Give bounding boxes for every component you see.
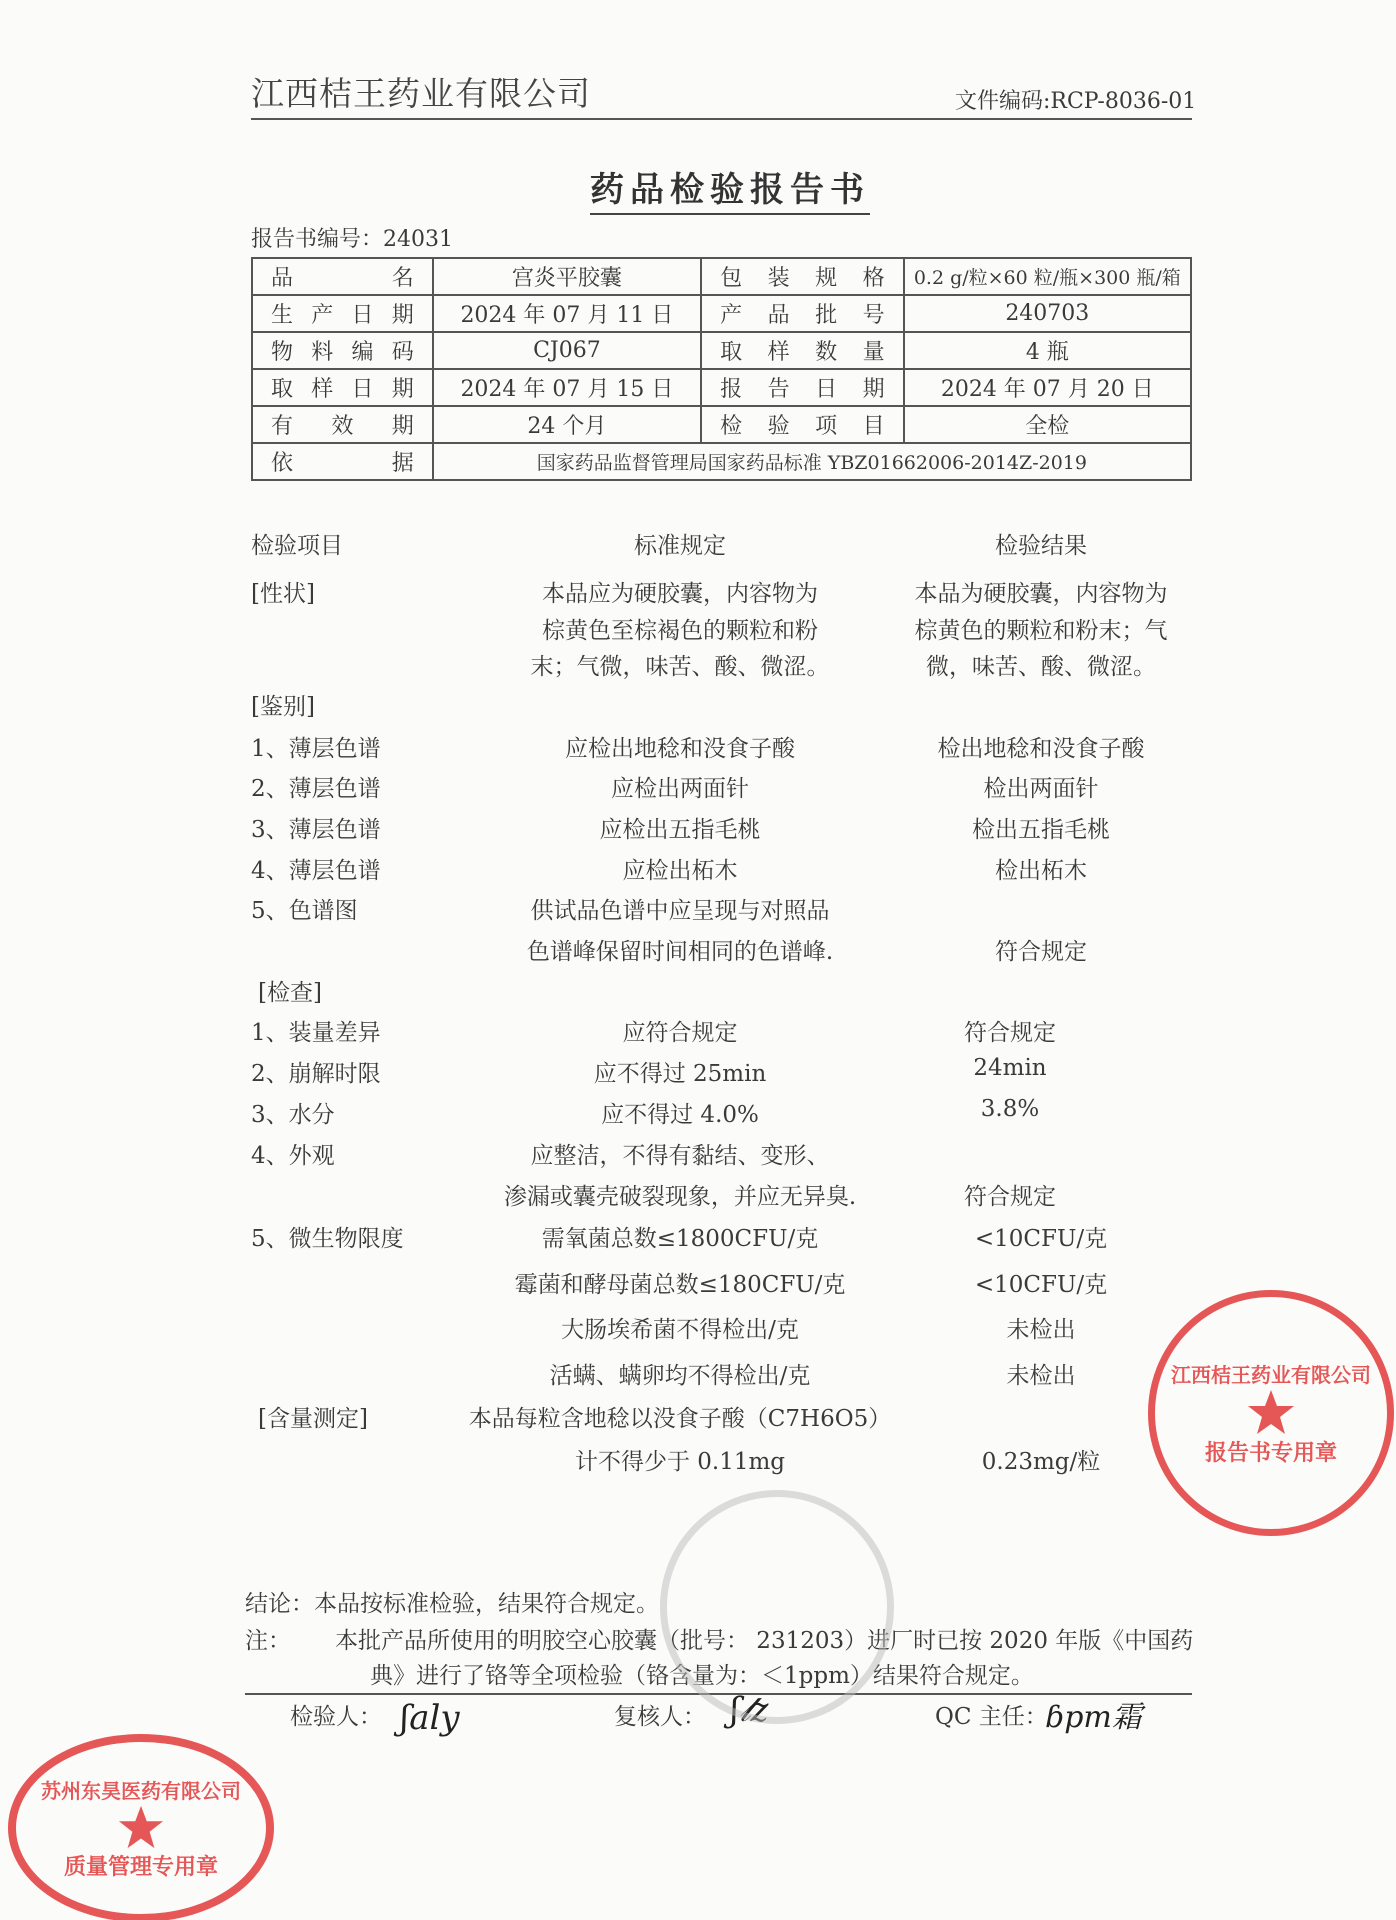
result-text: 未检出 <box>1006 1363 1076 1389</box>
test-item: 1、薄层色谱 <box>251 736 381 762</box>
standard-text: 本品每粒含地稔以没食子酸（C7H6O5） <box>468 1406 892 1432</box>
field-value: 宫炎平胶囊 <box>433 258 701 295</box>
standard-text: 应符合规定 <box>622 1020 738 1046</box>
field-label: 物料编码 <box>252 332 433 369</box>
star-icon <box>117 1804 165 1850</box>
standard-text: 本品应为硬胶囊，内容物为 <box>542 581 818 607</box>
table-row <box>252 369 1191 406</box>
faded-company-stamp <box>660 1490 894 1724</box>
result-text: 0.23mg/粒 <box>981 1449 1101 1475</box>
field-label: 有 效 期 <box>252 406 433 443</box>
column-header-standard: 标准规定 <box>634 533 726 559</box>
inspector-label: 检验人： <box>290 1704 382 1730</box>
test-item: 4、外观 <box>251 1143 335 1169</box>
field-value: 2024 年 07 月 11 日 <box>433 295 701 332</box>
field-label: 检验项目 <box>701 406 904 443</box>
result-text: 24min <box>973 1055 1047 1081</box>
table-row <box>252 258 1191 295</box>
standard-text: 需氧菌总数≤1800CFU/克 <box>541 1226 819 1252</box>
result-text: 检出地稔和没食子酸 <box>937 736 1145 762</box>
header-divider <box>251 118 1192 120</box>
test-item: [含量测定] <box>258 1406 368 1432</box>
standard-text: 末；气微，味苦、酸、微涩。 <box>530 654 830 680</box>
standard-text: 大肠埃希菌不得检出/克 <box>561 1317 799 1343</box>
test-item: [鉴别] <box>251 694 315 720</box>
customer-quality-stamp <box>8 1734 274 1920</box>
field-label: 生产日期 <box>252 295 433 332</box>
report-title: 药品检验报告书 <box>590 162 870 215</box>
field-value: 4 瓶 <box>904 332 1191 369</box>
test-item: 5、微生物限度 <box>251 1226 404 1252</box>
standard-text: 应检出柘木 <box>622 858 738 884</box>
result-text: 3.8% <box>980 1096 1040 1122</box>
standard-text: 霉菌和酵母菌总数≤180CFU/克 <box>514 1272 846 1298</box>
field-value: 全检 <box>904 406 1191 443</box>
company-report-stamp <box>1148 1290 1394 1536</box>
standard-text: 应检出两面针 <box>611 776 749 802</box>
field-label: 取样数量 <box>701 332 904 369</box>
field-value: 2024 年 07 月 20 日 <box>904 369 1191 406</box>
field-value: 240703 <box>904 295 1191 332</box>
inspector-signature: ʃaly <box>400 1698 460 1738</box>
report-number: 报告书编号：24031 <box>251 227 453 252</box>
field-label: 产品批号 <box>701 295 904 332</box>
column-header-result: 检验结果 <box>995 533 1087 559</box>
test-item: 3、薄层色谱 <box>251 817 381 843</box>
standard-text: 计不得少于 0.11mg <box>574 1449 786 1475</box>
result-text: 棕黄色的颗粒和粉末；气 <box>914 618 1168 644</box>
table-row <box>252 406 1191 443</box>
document-code: 文件编码:RCP-8036-01 <box>955 89 1197 114</box>
standard-text: 供试品色谱中应呈现与对照品 <box>530 898 830 924</box>
standard-text: 应整洁，不得有黏结、变形、 <box>530 1143 830 1169</box>
result-text: 检出五指毛桃 <box>972 817 1110 843</box>
reviewer-signature: ʃ𝓁z <box>730 1690 769 1730</box>
info-table <box>251 257 1192 481</box>
field-label: 报告日期 <box>701 369 904 406</box>
test-item: 2、薄层色谱 <box>251 776 381 802</box>
stamp-text: 苏州东昊医药有限公司 <box>41 1779 241 1803</box>
stamp-text: 江西桔王药业有限公司 <box>1171 1363 1371 1387</box>
table-row <box>252 443 1191 480</box>
result-text: 本品为硬胶囊，内容物为 <box>914 581 1168 607</box>
standard-text: 棕黄色至棕褐色的颗粒和粉 <box>542 618 818 644</box>
qc-label: QC 主任： <box>935 1704 1048 1730</box>
basis-label: 依 据 <box>252 443 433 480</box>
field-value: CJ067 <box>433 332 701 369</box>
column-header-item: 检验项目 <box>251 533 343 559</box>
table-row <box>252 332 1191 369</box>
test-item: 2、崩解时限 <box>251 1061 381 1087</box>
field-label: 品 名 <box>252 258 433 295</box>
field-value: 2024 年 07 月 15 日 <box>433 369 701 406</box>
standard-text: 应不得过 4.0% <box>601 1102 759 1128</box>
stamp-subtext: 报告书专用章 <box>1204 1441 1337 1466</box>
result-text: 检出柘木 <box>995 858 1087 884</box>
result-text: 未检出 <box>1006 1317 1076 1343</box>
test-item: 4、薄层色谱 <box>251 858 381 884</box>
standard-text: 应不得过 25min <box>593 1061 767 1087</box>
test-item: [性状] <box>251 581 315 607</box>
result-text: 检出两面针 <box>983 776 1099 802</box>
field-label: 包装规格 <box>701 258 904 295</box>
note-line-1: 本批产品所使用的明胶空心胶囊（批号： 231203）进厂时已按 2020 年版《中国药 <box>335 1628 1194 1654</box>
standard-text: 应检出地稔和没食子酸 <box>565 736 795 762</box>
qc-signature: ɓpm霜 <box>1045 1700 1142 1735</box>
stamp-subtext: 质量管理专用章 <box>63 1855 218 1880</box>
note-label: 注： <box>245 1628 291 1654</box>
standard-text: 应检出五指毛桃 <box>599 817 761 843</box>
result-text: <10CFU/克 <box>974 1272 1108 1298</box>
standard-text: 活螨、螨卵均不得检出/克 <box>549 1363 811 1389</box>
field-label: 取样日期 <box>252 369 433 406</box>
conclusion: 结论：本品按标准检验，结果符合规定。 <box>245 1591 659 1617</box>
note-line-2: 典》进行了铬等全项检验（铬含量为：＜1ppm）结果符合规定。 <box>370 1663 1034 1689</box>
result-text: 微，味苦、酸、微涩。 <box>926 654 1156 680</box>
result-text: 符合规定 <box>964 1020 1056 1046</box>
standard-text: 渗漏或囊壳破裂现象，并应无异臭. <box>503 1184 857 1210</box>
star-icon <box>1246 1388 1296 1436</box>
result-text: 符合规定 <box>995 939 1087 965</box>
test-item: 5、色谱图 <box>251 898 358 924</box>
table-row <box>252 295 1191 332</box>
test-item: 1、装量差异 <box>251 1020 381 1046</box>
standard-text: 色谱峰保留时间相同的色谱峰. <box>526 939 834 965</box>
result-text: 符合规定 <box>964 1184 1056 1210</box>
field-value: 24 个月 <box>433 406 701 443</box>
result-text: <10CFU/克 <box>974 1226 1108 1252</box>
basis-value: 国家药品监督管理局国家药品标准 YBZ01662006-2014Z-2019 <box>433 443 1191 480</box>
test-item: [检查] <box>258 980 322 1006</box>
test-item: 3、水分 <box>251 1102 335 1128</box>
reviewer-label: 复核人： <box>614 1704 706 1730</box>
field-value: 0.2 g/粒×60 粒/瓶×300 瓶/箱 <box>904 258 1191 295</box>
company-name: 江西桔王药业有限公司 <box>251 74 591 113</box>
